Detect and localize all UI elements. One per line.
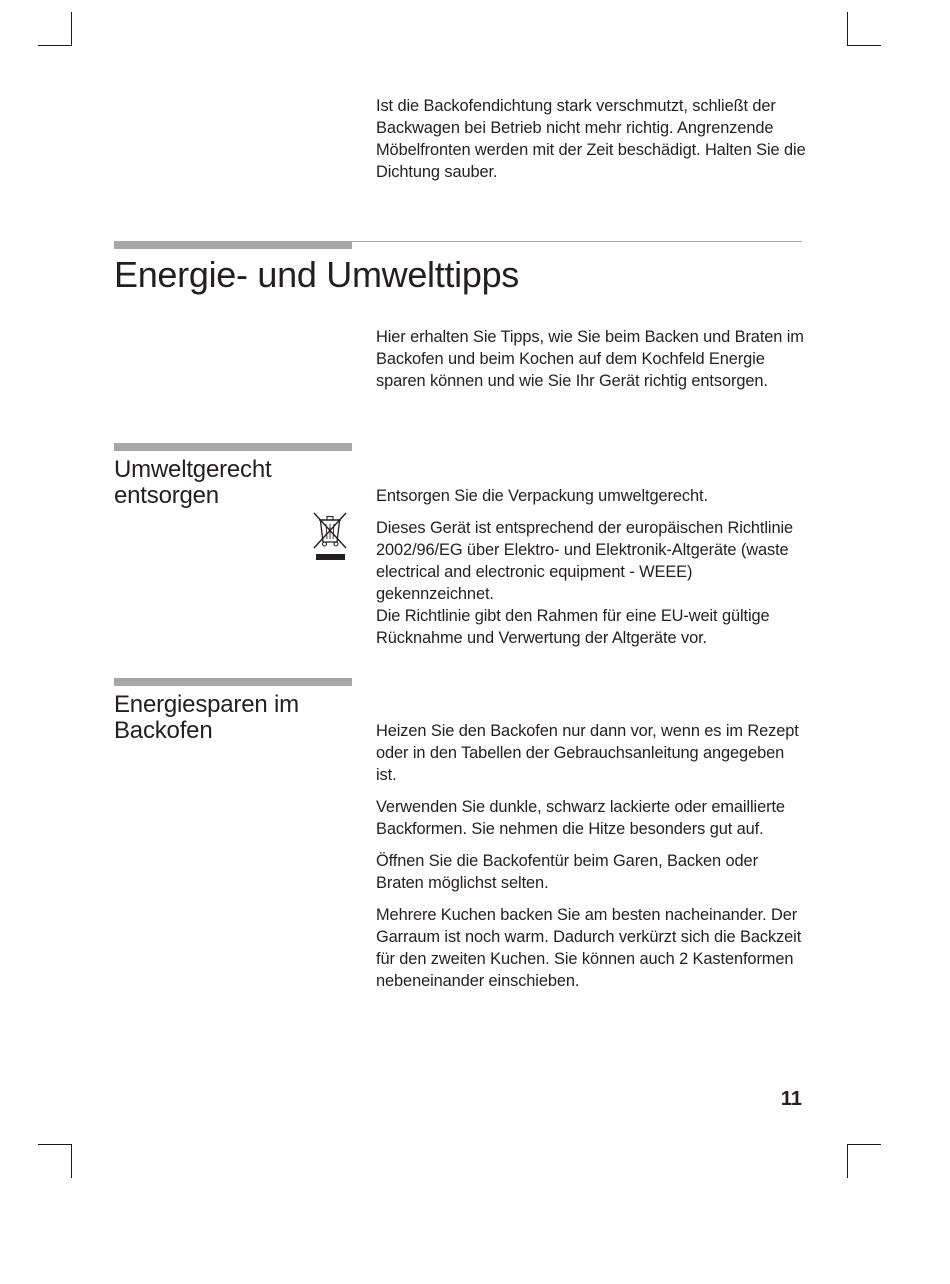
main-section-intro-block: [376, 326, 806, 402]
main-section-intro: Hier erhalten Sie Tipps, wie Sie beim Backen und Braten im Backofen und beim Kochen auf dem Kochfeld Energie sparen können und wie Sie Ihr Gerät richtig entsorgen.: [376, 328, 804, 390]
energy-paragraph-door: Öffnen Sie die Backofentür beim Garen, Backen oder Braten möglichst selten.: [376, 852, 758, 892]
disposal-paragraph-directive: Die Richtlinie gibt den Rahmen für eine EU-weit gültige Rücknahme und Verwertung der Altgeräte vor.: [376, 607, 770, 647]
page-number: 11: [780, 1088, 802, 1110]
energy-paragraph-multiple-cakes: Mehrere Kuchen backen Sie am besten nacheinander. Der Garraum ist noch warm. Dadurch verkürzt sich die Backzeit für den zweiten Kuchen. Sie können auch 2 Kastenformen nebeneinander einschieben.: [376, 906, 802, 990]
intro-top-block: [376, 95, 806, 193]
disposal-paragraph-packaging: Entsorgen Sie die Verpackung umweltgerecht.: [376, 487, 708, 505]
disposal-text-block: [376, 485, 806, 659]
intro-top-paragraph: Ist die Backofendichtung stark verschmutzt, schließt der Backwagen bei Betrieb nicht mehr richtig. Angrenzende Möbelfronten werden mit der Zeit beschädigt. Halten Sie die Dichtung sauber.: [376, 97, 806, 181]
energy-heading: Energiesparen im Backofen: [114, 691, 299, 744]
energy-text-block: [376, 720, 806, 1002]
energy-paragraph-preheat: Heizen Sie den Backofen nur dann vor, wenn es im Rezept oder in den Tabellen der Gebrauchsanleitung angegeben ist.: [376, 722, 799, 784]
crossed-out-wheelie-bin-icon: [311, 511, 349, 563]
disposal-section-rule: [114, 443, 352, 451]
disposal-paragraph-weee: Dieses Gerät ist entsprechend der europäischen Richtlinie 2002/96/EG über Elektro- und Elektronik-Altgeräte (waste electrical and electronic equipment - WEEE) gekennzeichnet.: [376, 519, 794, 603]
energy-section-rule: [114, 678, 352, 686]
main-section-title: Energie- und Umwelttipps: [114, 254, 519, 295]
disposal-heading: Umweltgerecht entsorgen: [114, 456, 272, 509]
energy-paragraph-dark-forms: Verwenden Sie dunkle, schwarz lackierte oder emaillierte Backformen. Sie nehmen die Hitze besonders gut auf.: [376, 798, 785, 838]
